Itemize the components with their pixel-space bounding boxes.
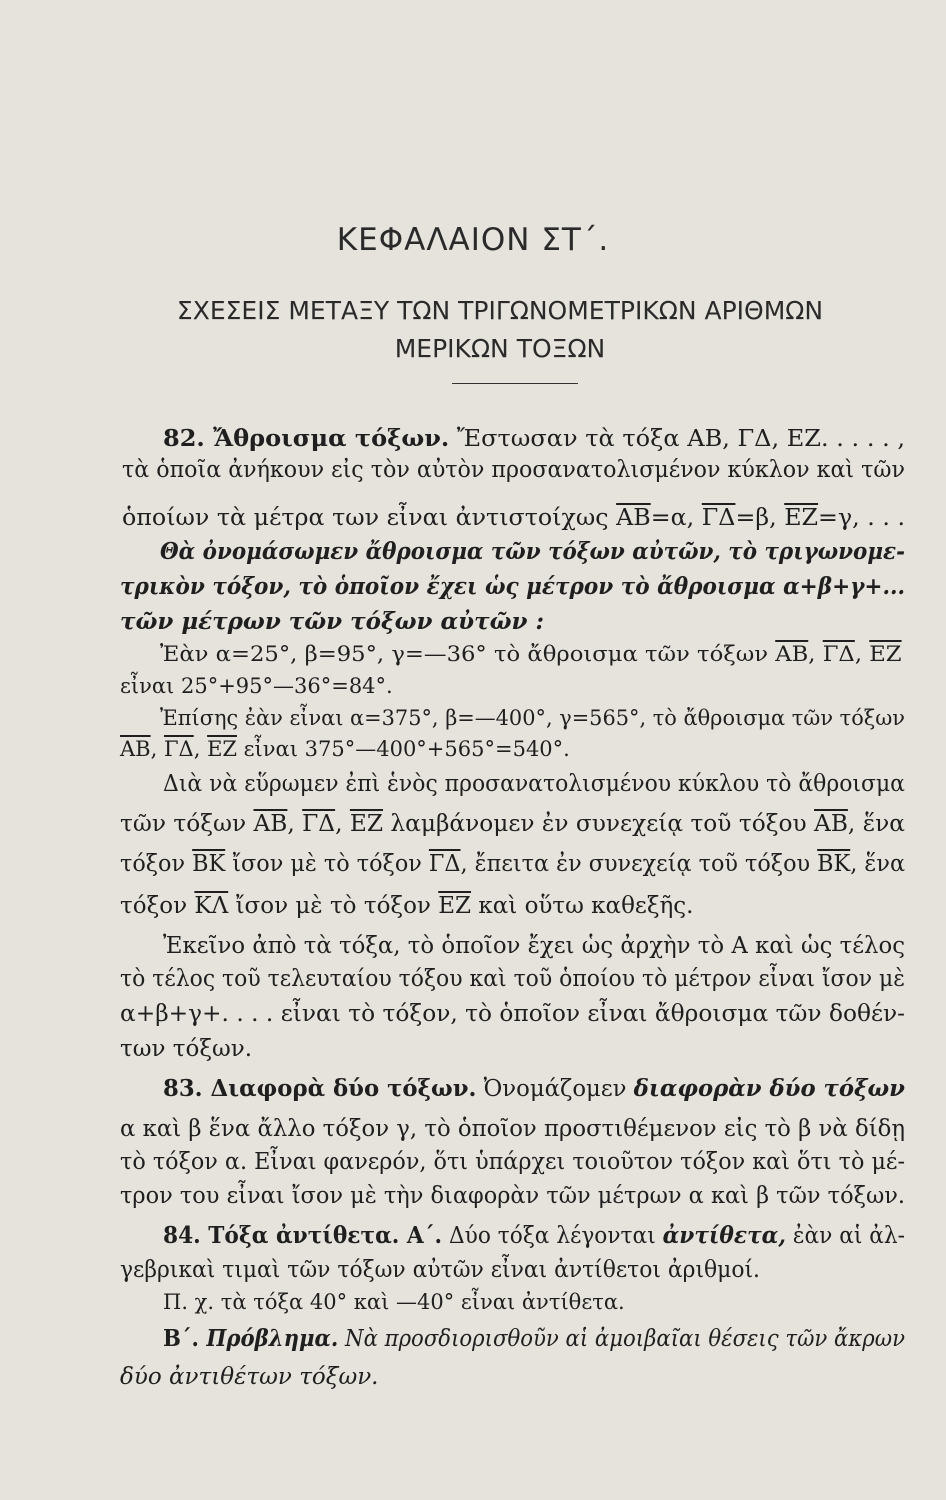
text-line	[120, 965, 944, 993]
subtitle-line-1: ΣΧΕΣΕΙΣ ΜΕΤΑΞΥ ΤΩΝ ΤΡΙΓΩΝΟΜΕΤΡΙΚΩΝ ΑΡΙΘΜΩΝ	[176, 296, 824, 325]
text-segment: τὸ τόξον α. Εἶναι φανερόν, ὅτι ὑπάρχει τοιοῦτον τόξον καὶ ὅτι τὸ μέ-	[120, 1149, 906, 1175]
text-segment: τῶν τόξων	[120, 811, 254, 837]
text-segment: διαφορὰν δύο τόξων	[633, 1075, 905, 1102]
text-line	[120, 1115, 913, 1143]
text-segment: α+β+γ+. . . . εἶναι τὸ τόξον, τὸ ὁποῖον εἶναι ἄθροισμα τῶν δοθέν-	[120, 1001, 906, 1027]
text-line	[120, 850, 929, 878]
text-segment: τρον του εἶναι ἴσον μὲ τὴν διαφορὰν τῶν μέτρων α καὶ β τῶν τόξων.	[120, 1183, 906, 1209]
text-segment: Ἐπίσης ἐὰν εἶναι α=375°, β=—400°, γ=565°, τὸ ἄθροισμα τῶν τόξων	[160, 706, 906, 730]
chapter-title: ΚΕΦΑΛΑΙΟΝ ΣΤ΄.	[336, 222, 610, 258]
subtitle-line-2: ΜΕΡΙΚΩΝ ΤΟΞΩΝ	[394, 334, 606, 363]
chapter-subtitle	[120, 292, 880, 368]
text-line	[120, 810, 906, 838]
text-segment: τόξον	[120, 893, 195, 919]
text-line	[120, 1256, 794, 1284]
text-segment: λαμβάνομεν ἐν συνεχείᾳ τοῦ τόξου	[383, 811, 815, 837]
text-segment: $\overline{EZ}$	[207, 737, 237, 761]
text-segment: $\overline{AB}$	[775, 642, 809, 666]
text-segment: Θὰ ὀνομάσωμεν ἄθροισμα τῶν τόξων αὐτῶν, τὸ τριγωνομε-	[160, 538, 905, 565]
text-segment: $\overline{EZ}$	[784, 505, 819, 531]
text-segment: $\overline{K\Lambda}$	[194, 893, 229, 919]
text-segment: τρικὸν τόξον, τὸ ὁποῖον ἔχει ὡς μέτρον τὸ ἄθροισμα α+β+γ+...	[120, 573, 905, 600]
text-segment: Ἄθροισμα τόξων.	[213, 425, 450, 452]
text-segment: , ἕνα	[850, 851, 906, 877]
text-segment: $\overline{BK}$	[192, 851, 226, 877]
text-segment: ,	[150, 737, 164, 761]
text-segment: =γ, . . .	[818, 505, 906, 531]
text-segment: $\overline{BK}$	[817, 851, 851, 877]
text-segment: 84. Τόξα ἀντίθετα. Α΄.	[163, 1222, 443, 1249]
text-segment: ,	[335, 811, 350, 837]
text-segment: =α,	[650, 505, 702, 531]
text-line	[163, 425, 905, 453]
text-segment: =β,	[735, 505, 785, 531]
text-line	[122, 504, 906, 532]
text-line	[120, 608, 544, 636]
text-segment: 83. Διαφορὰ δύο τόξων.	[163, 1075, 477, 1102]
text-segment: Πρόβλημα.	[206, 1325, 339, 1352]
text-segment: γεβρικαὶ τιμαὶ τῶν τόξων αὐτῶν εἶναι ἀντίθετοι ἀριθμοί.	[120, 1257, 760, 1283]
text-segment: ἴσον μὲ τὸ τόξον	[225, 851, 429, 877]
text-segment: , ἕνα	[847, 811, 906, 837]
text-segment: ,	[193, 737, 208, 761]
text-segment: $\overline{AB}$	[120, 737, 151, 761]
text-segment: $\overline{\Gamma\Delta}$	[163, 737, 194, 761]
text-segment: τὸ τέλος τοῦ τελευταίου τόξου καὶ τοῦ ὁποίου τὸ μέτρον εἶναι ἴσον μὲ	[120, 966, 905, 992]
text-segment: εἶναι 375°—400°+565°=540°.	[237, 737, 570, 761]
text-segment: Π. χ. τὰ τόξα 40° καὶ —40° εἶναι ἀντίθετα.	[163, 1290, 625, 1314]
text-segment: τόξον	[120, 851, 193, 877]
text-line	[163, 1075, 913, 1103]
text-segment: $\overline{\Gamma\Delta}$	[701, 505, 736, 531]
text-segment: 82.	[163, 425, 214, 452]
text-line	[120, 735, 570, 763]
text-segment: Ἔστωσαν τὰ τόξα ΑΒ, ΓΔ, ΕΖ. . . . . ,	[449, 426, 905, 452]
text-line	[160, 640, 902, 668]
text-segment: $\overline{\Gamma\Delta}$	[428, 851, 461, 877]
divider-rule	[452, 383, 578, 384]
text-line	[120, 892, 694, 920]
text-line	[163, 932, 911, 960]
text-segment: $\overline{\Gamma\Delta}$	[822, 642, 855, 666]
text-segment: ,	[808, 642, 823, 666]
text-segment: δύο ἀντιθέτων τόξων.	[120, 1364, 379, 1390]
text-segment: τῶν μέτρων τῶν τόξων αὐτῶν :	[120, 608, 544, 635]
text-segment: Β΄.	[163, 1325, 207, 1352]
text-segment: Ὀνομάζομεν	[476, 1076, 634, 1102]
text-line	[120, 672, 393, 700]
text-segment: α καὶ β ἕνα ἄλλο τόξον γ, τὸ ὁποῖον προστιθέμενον εἰς τὸ β νὰ δίδῃ	[120, 1116, 905, 1142]
text-segment: $\overline{AB}$	[253, 811, 288, 837]
text-line	[163, 1288, 625, 1316]
text-segment: ,	[854, 642, 870, 666]
text-segment: $\overline{\Gamma\Delta}$	[302, 811, 336, 837]
text-segment: ἴσον μὲ τὸ τόξον	[228, 893, 439, 919]
text-line	[160, 538, 946, 566]
text-line	[163, 1222, 946, 1250]
text-segment: Ἐκεῖνο ἀπὸ τὰ τόξα, τὸ ὁποῖον ἔχει ὡς ἀρχὴν τὸ Α καὶ ὡς τέλος	[163, 933, 906, 959]
text-segment: ,	[287, 811, 303, 837]
text-segment: $\overline{AB}$	[814, 811, 848, 837]
text-segment: Ἐὰν α=25°, β=95°, γ=—36° τὸ ἄθροισμα τῶν τόξων	[160, 642, 776, 666]
text-segment: Νὰ προσδιορισθοῦν αἱ ἀμοιβαῖαι θέσεις τῶν ἄκρων	[338, 1326, 905, 1352]
text-line	[163, 1325, 946, 1353]
text-segment: $\overline{EZ}$	[349, 811, 384, 837]
text-line	[120, 1148, 930, 1176]
text-segment: εἶναι 25°+95°—36°=84°.	[120, 674, 393, 698]
text-line	[120, 1182, 925, 1210]
text-segment: Διὰ νὰ εὕρωμεν ἐπὶ ἑνὸς προσανατολισμένου κύκλου τὸ ἄθροισμα	[163, 771, 905, 797]
text-line	[120, 573, 946, 601]
text-line	[120, 1035, 252, 1063]
text-line	[120, 1000, 906, 1028]
text-segment: ὁποίων τὰ μέτρα των εἶναι ἀντιστοίχως	[122, 505, 617, 531]
text-segment: $\overline{AB}$	[616, 505, 651, 531]
text-line	[122, 456, 935, 484]
text-segment: $\overline{EZ}$	[438, 893, 472, 919]
text-segment: των τόξων.	[120, 1036, 253, 1062]
text-segment: Δύο τόξα λέγονται	[442, 1223, 663, 1249]
text-segment: τὰ ὁποῖα ἀνήκουν εἰς τὸν αὐτὸν προσανατολισμένον κύκλον καὶ τῶν	[122, 457, 905, 483]
text-segment: ἐὰν αἱ ἀλ-	[785, 1223, 905, 1249]
text-segment: $\overline{EZ}$	[869, 642, 902, 666]
text-line	[120, 1363, 379, 1391]
text-line	[163, 770, 942, 798]
text-line	[160, 704, 909, 732]
text-segment: , ἔπειτα ἐν συνεχείᾳ τοῦ τόξου	[460, 851, 818, 877]
text-segment: καὶ οὕτω καθεξῆς.	[471, 893, 694, 919]
text-segment: ἀντίθετα,	[662, 1222, 786, 1249]
